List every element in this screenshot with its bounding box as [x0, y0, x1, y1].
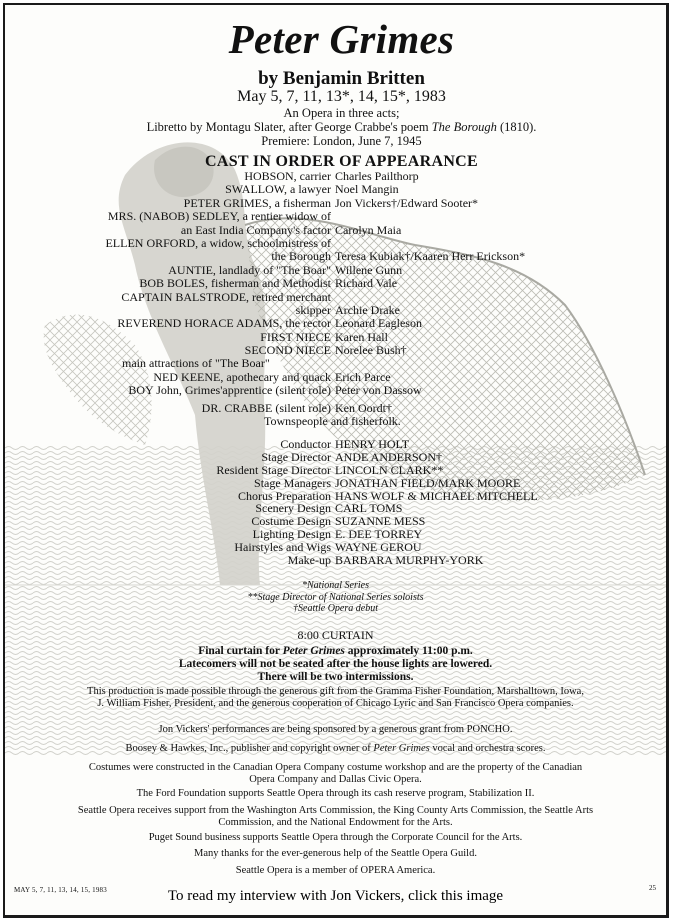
cast-row — [5, 291, 666, 304]
staff-role: Hairstyles and Wigs — [234, 540, 331, 555]
cast-role: an East India Company's factor — [180, 222, 331, 237]
cast-row — [5, 197, 666, 210]
cast-role: skipper — [295, 302, 331, 317]
final-line-title: Peter Grimes — [282, 645, 345, 657]
cast-role: PETER GRIMES, a fisherman — [183, 195, 331, 210]
cast-role: DR. CRABBE (silent role) — [201, 400, 331, 415]
staff-name: JONATHAN FIELD/MARK MOORE — [335, 475, 521, 490]
cast-role: BOB BOLES, fisherman and Methodist — [139, 276, 331, 291]
acknowledgement-corporate-council: Puget Sound business supports Seattle Opera through the Corporate Council for the Arts. — [148, 832, 523, 843]
latecomers-notice: Latecomers will not be seated after the house lights are lowered. — [178, 658, 493, 670]
chorus-line: Townspeople and fisherfolk. — [264, 414, 401, 429]
staff-name: LINCOLN CLARK** — [335, 462, 444, 477]
staff-row — [5, 438, 666, 451]
footnote-national-series: *National Series — [302, 580, 369, 591]
cast-row — [5, 304, 666, 317]
cast-row — [5, 210, 666, 223]
cast-row — [5, 415, 666, 428]
acknowledgement-boosey — [25, 743, 646, 755]
cast-role: MRS. (NABOB) SEDLEY, a rentier widow of — [107, 209, 331, 224]
libretto-suffix: (1810). — [496, 120, 537, 134]
boosey-title: Peter Grimes — [373, 743, 430, 754]
staff-row — [5, 451, 666, 464]
cast-actor: Norelee Bush† — [335, 343, 407, 358]
cast-row — [5, 331, 666, 344]
cast-role: SECOND NIECE — [244, 343, 331, 358]
program-page[interactable] — [3, 3, 669, 918]
cast-list — [5, 170, 666, 428]
staff-name: HENRY HOLT — [335, 437, 410, 451]
cast-row — [5, 277, 666, 290]
libretto-poem: The Borough — [431, 120, 497, 134]
staff-name: CARL TOMS — [335, 501, 403, 516]
staff-role: Stage Managers — [254, 475, 331, 490]
acknowledgement-costumes: Costumes were constructed in the Canadian Opera Company costume workshop and are the property of the Canadian Opera Company and Dallas Civic Opera. — [88, 762, 583, 785]
cast-role: HOBSON, carrier — [244, 169, 331, 183]
cast-actor: Ken Oordt† — [335, 400, 392, 415]
cast-actor: Archie Drake — [335, 302, 400, 317]
cast-row — [5, 371, 666, 384]
staff-row — [5, 464, 666, 477]
cast-row — [5, 224, 666, 237]
cast-row — [5, 357, 666, 370]
staff-name: SUZANNE MESS — [335, 514, 426, 529]
curtain-time: 8:00 CURTAIN — [297, 628, 374, 642]
acknowledgement-poncho: Jon Vickers' performances are being sponsored by a generous grant from PONCHO. — [158, 724, 513, 735]
cast-heading: CAST IN ORDER OF APPEARANCE — [204, 153, 478, 170]
staff-role: Costume Design — [251, 514, 331, 529]
cast-actor: Charles Pailthorp — [335, 169, 419, 183]
final-curtain-line — [5, 645, 666, 658]
cast-actor: Erich Parce — [335, 369, 391, 384]
cast-role: AUNTIE, landlady of "The Boar" — [168, 262, 331, 277]
staff-role: Conductor — [280, 437, 331, 451]
cast-role: the Borough — [271, 249, 331, 264]
final-curtain-info — [5, 645, 666, 684]
cast-actor: Carolyn Maia — [335, 222, 402, 237]
page-number: 25 — [649, 884, 656, 892]
cast-role: main attractions of "The Boar" — [122, 356, 270, 371]
boosey-prefix: Boosey & Hawkes, Inc., publisher and copyright owner of — [125, 743, 374, 754]
production-staff-list — [5, 438, 666, 567]
cast-role: ELLEN ORFORD, a widow, schoolmistress of — [105, 235, 331, 250]
libretto-prefix: Libretto by Montagu Slater, after George Crabbe's poem — [146, 120, 432, 134]
cast-actor: Leonard Eagleson — [335, 316, 422, 331]
cast-row — [5, 344, 666, 357]
staff-role: Scenery Design — [255, 501, 331, 516]
staff-name: E. DEE TORREY — [335, 527, 423, 542]
cast-row — [5, 317, 666, 330]
staff-row — [5, 477, 666, 490]
footnote-stage-director: **Stage Director of National Series soloists — [247, 591, 424, 603]
cast-role: REVEREND HORACE ADAMS, the rector — [117, 316, 331, 331]
libretto-credit — [5, 120, 669, 135]
footnote-debut: †Seattle Opera debut — [293, 603, 378, 614]
boosey-suffix: vocal and orchestra scores. — [429, 743, 546, 754]
opera-title: Peter Grimes — [228, 16, 455, 62]
final-line-suffix: approximately 11:00 p.m. — [344, 645, 473, 657]
staff-name: BARBARA MURPHY-YORK — [335, 553, 484, 568]
composer-byline: by Benjamin Britten — [258, 68, 425, 89]
cast-role: BOY John, Grimes'apprentice (silent role) — [128, 383, 331, 398]
acknowledgement-opera-america: Seattle Opera is a member of OPERA America. — [235, 865, 436, 876]
staff-role: Lighting Design — [252, 527, 331, 542]
opera-subtitle: An Opera in three acts; — [283, 106, 400, 120]
cast-row — [5, 237, 666, 250]
staff-row — [5, 554, 666, 567]
cast-row — [5, 264, 666, 277]
cast-actor: Willene Gunn — [335, 262, 403, 277]
acknowledgement-guild: Many thanks for the ever-generous help of the Seattle Opera Guild. — [194, 848, 477, 859]
acknowledgement-ford: The Ford Foundation supports Seattle Opera through its cash reserve program, Stabilization II. — [136, 788, 535, 799]
staff-name: ANDE ANDERSON† — [335, 449, 443, 464]
cast-actor: Richard Vale — [335, 276, 398, 291]
cast-role: NED KEENE, apothecary and quack — [153, 369, 331, 384]
staff-role: Resident Stage Director — [216, 462, 331, 477]
acknowledgement-gramma-fisher: This production is made possible through the generous gift from the Gramma Fisher Foundation, Marshalltown, Iowa, J. William Fisher, President, and the generous cooperation of Chicago Lyric and San Francisco Opera companies. — [87, 686, 584, 709]
cast-role: FIRST NIECE — [260, 329, 331, 344]
vickers-interview-link[interactable]: To read my interview with Jon Vickers, click this image — [167, 888, 504, 904]
cast-actor: Karen Hall — [335, 329, 388, 344]
cast-row — [5, 170, 666, 183]
cast-row — [5, 250, 666, 263]
footer-dates: MAY 5, 7, 11, 13, 14, 15, 1983 — [14, 886, 107, 894]
cast-row — [5, 183, 666, 196]
cast-role: SWALLOW, a lawyer — [225, 182, 331, 197]
final-line-prefix: Final curtain for — [198, 645, 283, 657]
intermissions-notice: There will be two intermissions. — [257, 671, 414, 683]
premiere-line: Premiere: London, June 7, 1945 — [261, 134, 422, 148]
cast-actor: Teresa Kubiak†/Kaaren Herr Erickson* — [335, 249, 526, 264]
cast-actor: Noel Mangin — [335, 182, 399, 197]
cast-actor: Jon Vickers†/Edward Sooter* — [335, 195, 479, 210]
staff-role: Make-up — [287, 553, 331, 568]
acknowledgement-arts-commissions: Seattle Opera receives support from the Washington Arts Commission, the King County Arts Commission, the Seattle Arts Commission, and the National Endowment for the Arts. — [77, 805, 594, 828]
staff-name: WAYNE GEROU — [335, 540, 422, 555]
cast-row — [5, 384, 666, 397]
cast-role: CAPTAIN BALSTRODE, retired merchant — [121, 289, 331, 304]
staff-role: Stage Director — [261, 449, 331, 464]
cast-actor: Peter von Dassow — [335, 383, 422, 398]
cast-row — [5, 402, 666, 415]
staff-role: Chorus Preparation — [238, 488, 331, 503]
staff-name: HANS WOLF & MICHAEL MITCHELL — [335, 488, 538, 503]
performance-dates: May 5, 7, 11, 13*, 14, 15*, 1983 — [237, 88, 446, 105]
footnotes — [5, 580, 666, 615]
